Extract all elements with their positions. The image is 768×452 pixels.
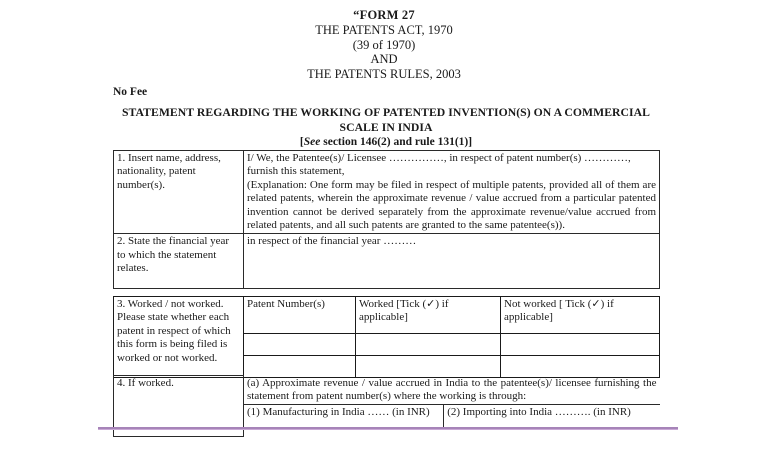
column-header-patent-number: Patent Number(s)	[244, 297, 356, 334]
row3-label-cell	[114, 297, 244, 378]
row1-label: 1. Insert name, address, nationality, patent number(s).	[117, 152, 221, 191]
fee-note: No Fee	[113, 86, 148, 98]
row2-body: in respect of the financial year ………	[247, 235, 417, 248]
row3-label: 3. Worked / not worked. Please state whether each patent in respect of which this form is being filed is worked or not worked.	[117, 298, 231, 364]
cell-not-worked-1[interactable]	[501, 334, 660, 356]
row1-explanation: (Explanation: One form may be filed in respect of multiple patents, provided all of them are related patents, wherein the approximate revenue / value accrued from a particular patented invention cannot be derived separately from the approximate revenue/value accrued from related patents, and all such patents are granted to the same patentee(s)).	[247, 178, 656, 232]
row4-intro: (a) Approximate revenue / value accrued in India to the patentee(s)/ licensee furnishing the statement from patent number(s) where the working is through:	[247, 376, 657, 402]
table-row	[114, 151, 660, 234]
sub-cell-importing[interactable]: (2) Importing into India ………. (in INR)	[444, 405, 660, 430]
row1-body-line2: furnish this statement,	[247, 165, 345, 178]
table-row	[244, 405, 660, 430]
sub-cell-manufacturing[interactable]: (1) Manufacturing in India …… (in INR)	[244, 405, 444, 430]
row2-body-cell[interactable]	[244, 234, 660, 289]
form-title: “FORM 27	[353, 8, 415, 22]
page-title: STATEMENT REGARDING THE WORKING OF PATENTED INVENTION(S) ON A COMMERCIAL SCALE IN INDIA	[122, 106, 650, 134]
see-italic: See	[303, 136, 321, 148]
act-line: THE PATENTS ACT, 1970	[315, 22, 453, 37]
legal-reference	[113, 136, 659, 148]
form-table-identification	[113, 150, 660, 289]
accent-divider-soft	[98, 429, 678, 430]
table-row	[114, 297, 660, 334]
and-connector: AND	[370, 52, 398, 67]
row2-label: 2. State the financial year to which the statement relates.	[117, 235, 230, 275]
row1-body-cell[interactable]	[244, 151, 660, 234]
document-header	[0, 0, 768, 82]
row1-body-line1: I/ We, the Patentee(s)/ Licensee ……………, in respect of patent number(s) …………,	[247, 152, 631, 164]
table-row	[114, 234, 660, 289]
row1-label-cell	[114, 151, 244, 234]
cell-patent-number-1[interactable]	[244, 334, 356, 356]
column-header-not-worked: Not worked [ Tick (✓) if applicable]	[501, 297, 660, 334]
cell-worked-1[interactable]	[356, 334, 501, 356]
rules-line: THE PATENTS RULES, 2003	[307, 67, 461, 81]
act-reference: (39 of 1970)	[352, 37, 416, 52]
see-rest: section 146(2) and rule 131(1)]	[320, 136, 473, 148]
row4-subtable	[244, 404, 660, 429]
row2-label-cell	[114, 234, 244, 289]
see-prefix: [	[299, 136, 304, 148]
form-table-worked-status	[113, 296, 660, 378]
row4-label: 4. If worked.	[117, 377, 174, 389]
column-header-worked: Worked [Tick (✓) if applicable]	[356, 297, 501, 334]
